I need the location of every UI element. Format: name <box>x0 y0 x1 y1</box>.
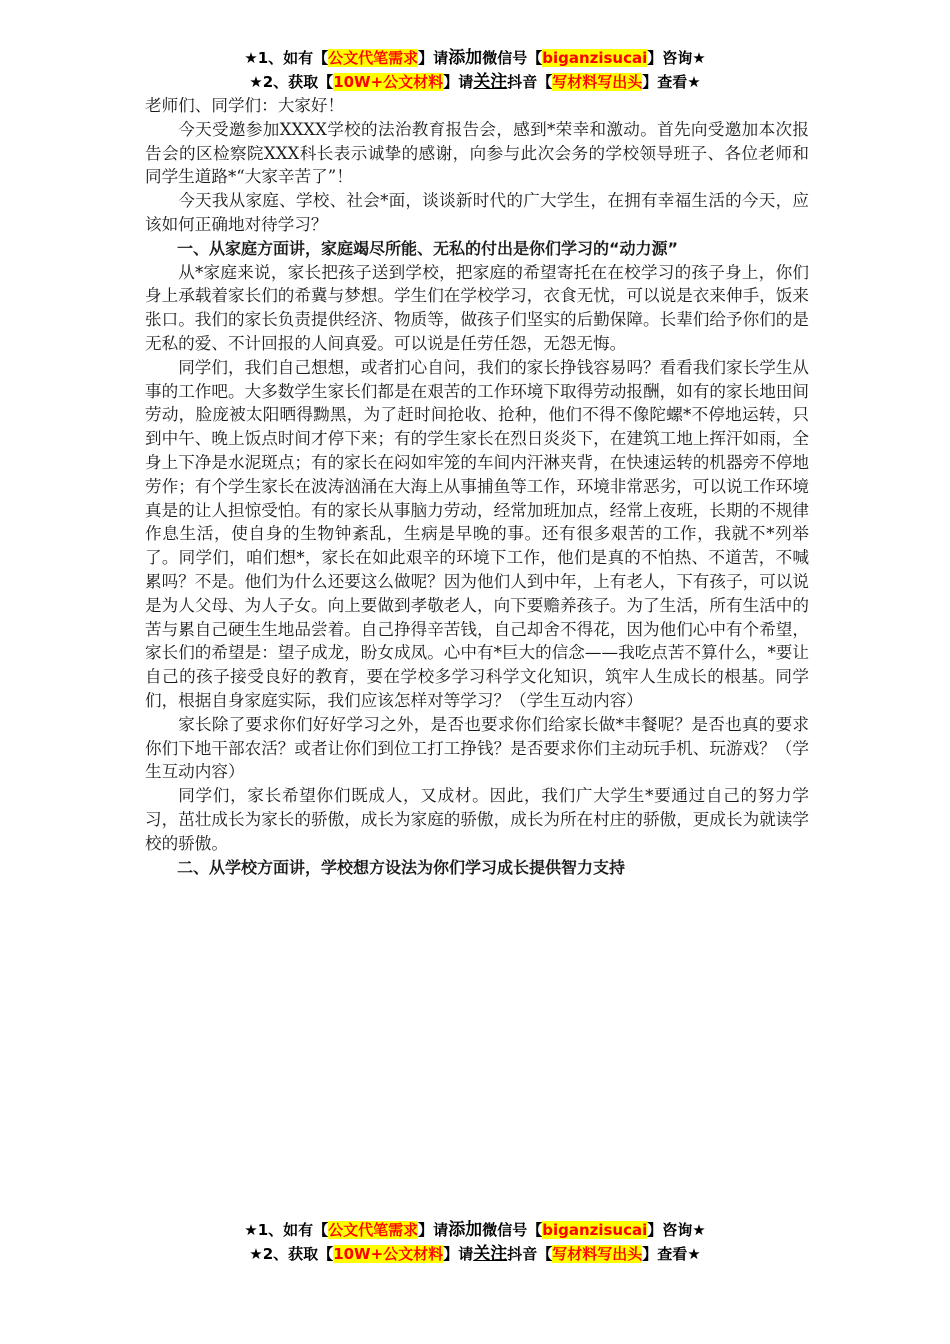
document-body <box>145 94 809 879</box>
header-banner <box>0 46 950 94</box>
banner-emphasis: 添加 <box>448 1220 483 1240</box>
paragraph-intro: 今天受邀参加XXXX学校的法治教育报告会，感到*荣幸和激动。首先向受邀加本次报告会的区检察院XXX科长表示诚挚的感谢，向参与此次会务的学校领导班子、各位老师和同学生道路*“大家辛苦了”！ <box>145 119 809 187</box>
paragraph: 同学们，家长希望你们既成人，又成材。因此，我们广大学生*要通过自己的努力学习，茁壮成长为家长的骄傲，成长为家庭的骄傲，成长为所在村庄的骄傲，更成长为就读学校的骄傲。 <box>145 786 809 853</box>
banner-text: ★2、获取【 <box>249 1245 334 1263</box>
paragraph: 家长除了要求你们好好学习之外，是否也要求你们给家长做*丰餐呢？是否也真的要求你们下地干部农活？或者让你们到位工打工挣钱？是否要求你们主动玩手机、玩游戏？（学生互动内容） <box>145 714 809 782</box>
banner-text: ★1、如有【 <box>244 1221 329 1239</box>
paragraph: 同学们，我们自己想想，或者扪心自问，我们的家长挣钱容易吗？看看我们家长学生从事的工作吧。大多数学生家长们都是在艰苦的工作环境下取得劳动报酬，如有的家长地田间劳动，脸庞被太阳晒得黝黑，为了赶时间抢收、抢种，他们不得不像陀螺*不停地运转，只到中午、晚上饭点时间才停下来；有的学生家长在烈日炎炎下，在建筑工地上挥汗如雨，全身上下净是水泥斑点；有的家长在闷如牢笼的车间内汗淋夹背，在快速运转的机器旁不停地劳作；有个学生家长在波涛汹涌在大海上从事捕鱼等工作，环境非常恶劣，可以说工作环境真是的让人担惊受怕。有的家长从事脑力劳动，经常加班加点，经常上夜班，长期的不规律作息生活，使自身的生物钟紊乱，生病是早晚的事。还有很多艰苦的工作，我就不*列举了。同学们，咱们想*，家长在如此艰辛的环境下工作，他们是真的不怕热、不道苦，不喊累吗？不是。他们为什么还要这么做呢？因为他们人到中年，上有老人，下有孩子，可以说是为人父母、为人子女。向上要做到孝敬老人，向下要赡养孩子。为了生活，所有生活中的苦与累自己硬生生地品尝着。自己挣得辛苦钱，自己却舍不得花，因为他们心中有个希望，家长们的希望是：望子成龙，盼女成凤。心中有*巨大的信念——我吃点苦不算什么，*要让自己的孩子接受良好的教育，要在学校多学习科学文化知识，筑牢人生成长的根基。同学们，根据自身家庭实际，我们应该怎样对等学习？（学生互动内容） <box>145 357 809 710</box>
banner-text: 】请 <box>443 1245 474 1263</box>
banner-text: ★1、如有【 <box>244 49 329 67</box>
banner-text: 】咨询★ <box>647 1221 706 1239</box>
banner-text: 】请 <box>443 73 474 91</box>
banner-line-2 <box>0 70 950 94</box>
paragraph-topic: 今天我从家庭、学校、社会*面，谈谈新时代的广大学生，在拥有幸福生活的今天，应该如何正确地对待学习？ <box>145 191 809 234</box>
highlight-materials: 10W+公文材料 <box>333 1245 444 1263</box>
banner-line-2 <box>0 1242 950 1266</box>
highlight-service: 公文代笔需求 <box>328 1221 419 1239</box>
banner-text: 抖音【 <box>507 73 553 91</box>
highlight-wechat-id: biganzisucai <box>542 49 648 67</box>
banner-line-1 <box>0 46 950 70</box>
highlight-service: 公文代笔需求 <box>328 49 419 67</box>
banner-text: 】查看★ <box>642 1245 701 1263</box>
banner-text: 】咨询★ <box>647 49 706 67</box>
section-heading-2: 二、从学校方面讲，学校想方设法为你们学习成长提供智力支持 <box>177 857 626 877</box>
banner-text: 微信号【 <box>482 1221 543 1239</box>
banner-emphasis: 关注 <box>473 1244 508 1264</box>
banner-emphasis: 添加 <box>448 48 483 68</box>
greeting: 老师们、同学们：大家好！ <box>145 96 345 115</box>
highlight-wechat-id: biganzisucai <box>542 1221 648 1239</box>
paragraph: 从*家庭来说，家长把孩子送到学校，把家庭的希望寄托在在校学习的孩子身上，你们身上承载着家长们的希冀与梦想。学生们在学校学习，衣食无忧，可以说是衣来伸手，饭来张口。我们的家长负责提供经济、物质等，做孩子们坚实的后勤保障。长辈们给予你们的是无私的爱、不计回报的人间真爱。可以说是任劳任怨，无怨无悔。 <box>145 262 809 353</box>
banner-text: 】请 <box>418 49 449 67</box>
highlight-douyin-account: 写材料写出头 <box>552 1245 643 1263</box>
banner-text: 】请 <box>418 1221 449 1239</box>
highlight-douyin-account: 写材料写出头 <box>552 73 643 91</box>
banner-emphasis: 关注 <box>473 72 508 92</box>
footer-banner <box>0 1218 950 1266</box>
highlight-materials: 10W+公文材料 <box>333 73 444 91</box>
banner-text: ★2、获取【 <box>249 73 334 91</box>
banner-text: 微信号【 <box>482 49 543 67</box>
section-heading-1: 一、从家庭方面讲，家庭竭尽所能、无私的付出是你们学习的“动力源” <box>177 238 679 258</box>
banner-text: 】查看★ <box>642 73 701 91</box>
banner-text: 抖音【 <box>507 1245 553 1263</box>
banner-line-1 <box>0 1218 950 1242</box>
